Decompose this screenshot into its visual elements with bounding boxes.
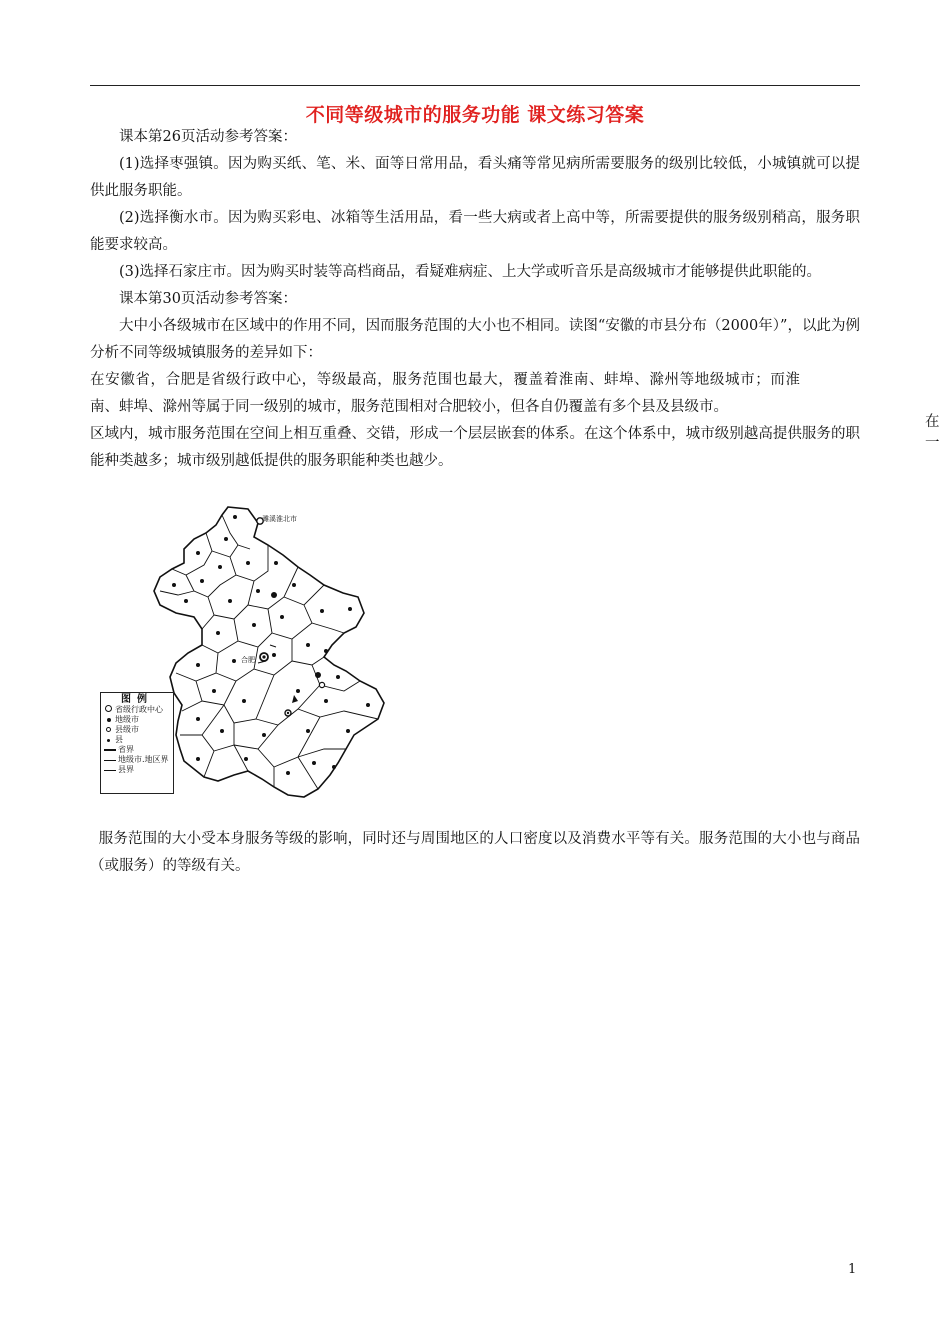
page-title: 不同等级城市的服务功能 课文练习答案	[305, 104, 645, 126]
province-border-icon	[104, 749, 116, 751]
section-30-intro: 大中小各级城市在区域中的作用不同，因而服务范围的大小也不相同。读图“安徽的市县分布（2000年）”，以此为例分析不同等级城镇服务的差异如下：	[90, 318, 860, 361]
margin-overflow-text: 在一	[925, 414, 940, 451]
prefecture-city-icon	[107, 718, 111, 722]
county-city-icon	[106, 727, 111, 732]
county-border-icon	[104, 770, 116, 771]
legend-row-county-city: 县级市	[104, 725, 170, 735]
legend-row-prefecture-city: 地级市	[104, 715, 170, 725]
map-legend	[100, 692, 174, 794]
closing-paragraph-block	[90, 826, 860, 880]
county-icon	[107, 739, 110, 742]
legend-title: 图例	[121, 694, 153, 705]
section-30-heading: 课本第30页活动参考答案：	[119, 291, 297, 307]
province-boundary	[154, 507, 384, 797]
page-number: 1	[848, 1262, 857, 1277]
section-30-conclusion: 区域内，城市服务范围在空间上相互重叠、交错，形成一个层层嵌套的体系。在这个体系中，城市级别越高提供服务的职能种类越多；城市级别越低提供的服务职能种类也越少。	[90, 426, 860, 469]
answer-3: (3)选择石家庄市。因为购买时装等高档商品，看疑难病症、上大学或听音乐是高级城市才能够提供此职能的。	[119, 264, 822, 280]
map-label-huaibei: 濉溪淮北市	[262, 515, 297, 523]
answer-1: (1)选择枣强镇。因为购买纸、笔、米、面等日常用品，看头痛等常见病所需要服务的级别比较低，小城镇就可以提供此服务职能。	[90, 156, 860, 199]
section-26-answers	[90, 124, 860, 475]
section-26-heading: 课本第26页活动参考答案：	[119, 129, 297, 145]
map-label-hefei: 合肥	[241, 656, 255, 664]
legend-row-provincial-center: 省级行政中心	[104, 705, 170, 715]
legend-row-county-border: 县界	[104, 765, 170, 775]
legend-row-prefecture-border: 地级市.地区界	[104, 755, 170, 765]
header-rule	[90, 85, 860, 86]
section-30-analysis: 在安徽省，合肥是省级行政中心，等级最高，服务范围也最大，覆盖着淮南、蚌埠、滁州等地级城市；而淮南、蚌埠、滁州等属于同一级别的城市，服务范围相对合肥较小，但各自仍覆盖有多个县及县级市。	[90, 372, 800, 415]
closing-paragraph: 服务范围的大小受本身服务等级的影响，同时还与周围地区的人口密度以及消费水平等有关。服务范围的大小也与商品（或服务）的等级有关。	[90, 831, 860, 874]
answer-2: (2)选择衡水市。因为购买彩电、冰箱等生活用品，看一些大病或者上高中等，所需要提供的服务级别稍高，服务职能要求较高。	[90, 210, 860, 253]
prefecture-border-icon	[104, 760, 116, 761]
legend-row-province-border: 省界	[104, 745, 170, 755]
legend-row-county: 县	[104, 735, 170, 745]
provincial-center-icon	[105, 705, 112, 712]
